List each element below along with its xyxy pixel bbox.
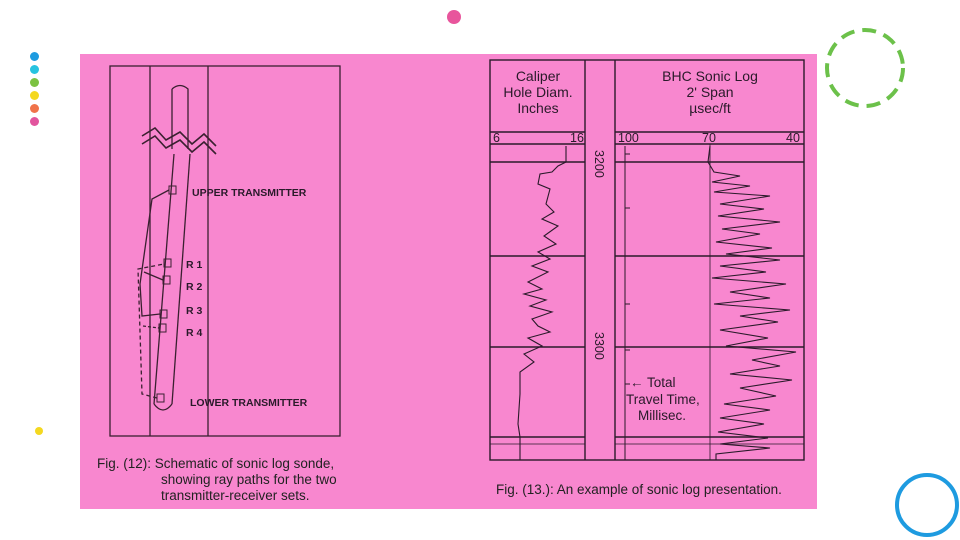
sonic-scale-40: 40 — [786, 131, 800, 145]
fig12-caption — [97, 456, 427, 504]
sonic-title-1: BHC Sonic Log — [662, 68, 758, 84]
sonic-title-3: µsec/ft — [689, 100, 731, 116]
depth-3200: 3200 — [592, 150, 606, 178]
figures-svg — [80, 54, 817, 509]
fig12-caption-line3: transmitter-receiver sets. — [161, 488, 310, 503]
blue-ring — [897, 475, 957, 535]
ttt-label-1: ← Total — [630, 375, 676, 390]
upper-transmitter-label: UPPER TRANSMITTER — [192, 187, 307, 199]
caliper-scale-min: 6 — [493, 131, 500, 145]
sonic-title-2: 2' Span — [686, 84, 734, 100]
receiver-r4-label: R 4 — [186, 327, 203, 339]
caliper-title-1: Caliper — [515, 68, 561, 84]
caliper-scale-max: 16 — [570, 131, 584, 145]
caliper-title-2: Hole Diam. — [503, 84, 573, 100]
ttt-label-3: Millisec. — [638, 408, 687, 423]
receiver-r2-label: R 2 — [186, 281, 203, 293]
depth-3300: 3300 — [592, 332, 606, 360]
lower-transmitter-label: LOWER TRANSMITTER — [190, 397, 308, 409]
receiver-r3-label: R 3 — [186, 305, 203, 317]
dashed-circle — [827, 30, 903, 106]
receiver-r1-label: R 1 — [186, 259, 203, 271]
caliper-title-3: Inches — [517, 100, 559, 116]
fig12-caption-line2: showing ray paths for the two — [161, 472, 337, 487]
slide-panel — [80, 54, 817, 509]
fig12-caption-line1: Fig. (12): Schematic of sonic log sonde, — [97, 456, 335, 471]
ttt-label-2: Travel Time, — [626, 392, 700, 407]
fig13-caption: Fig. (13.): An example of sonic log presentation. — [496, 482, 782, 497]
sonde-diagram — [110, 66, 340, 436]
sonic-scale-100: 100 — [618, 131, 639, 145]
sonic-scale-70: 70 — [702, 131, 716, 145]
